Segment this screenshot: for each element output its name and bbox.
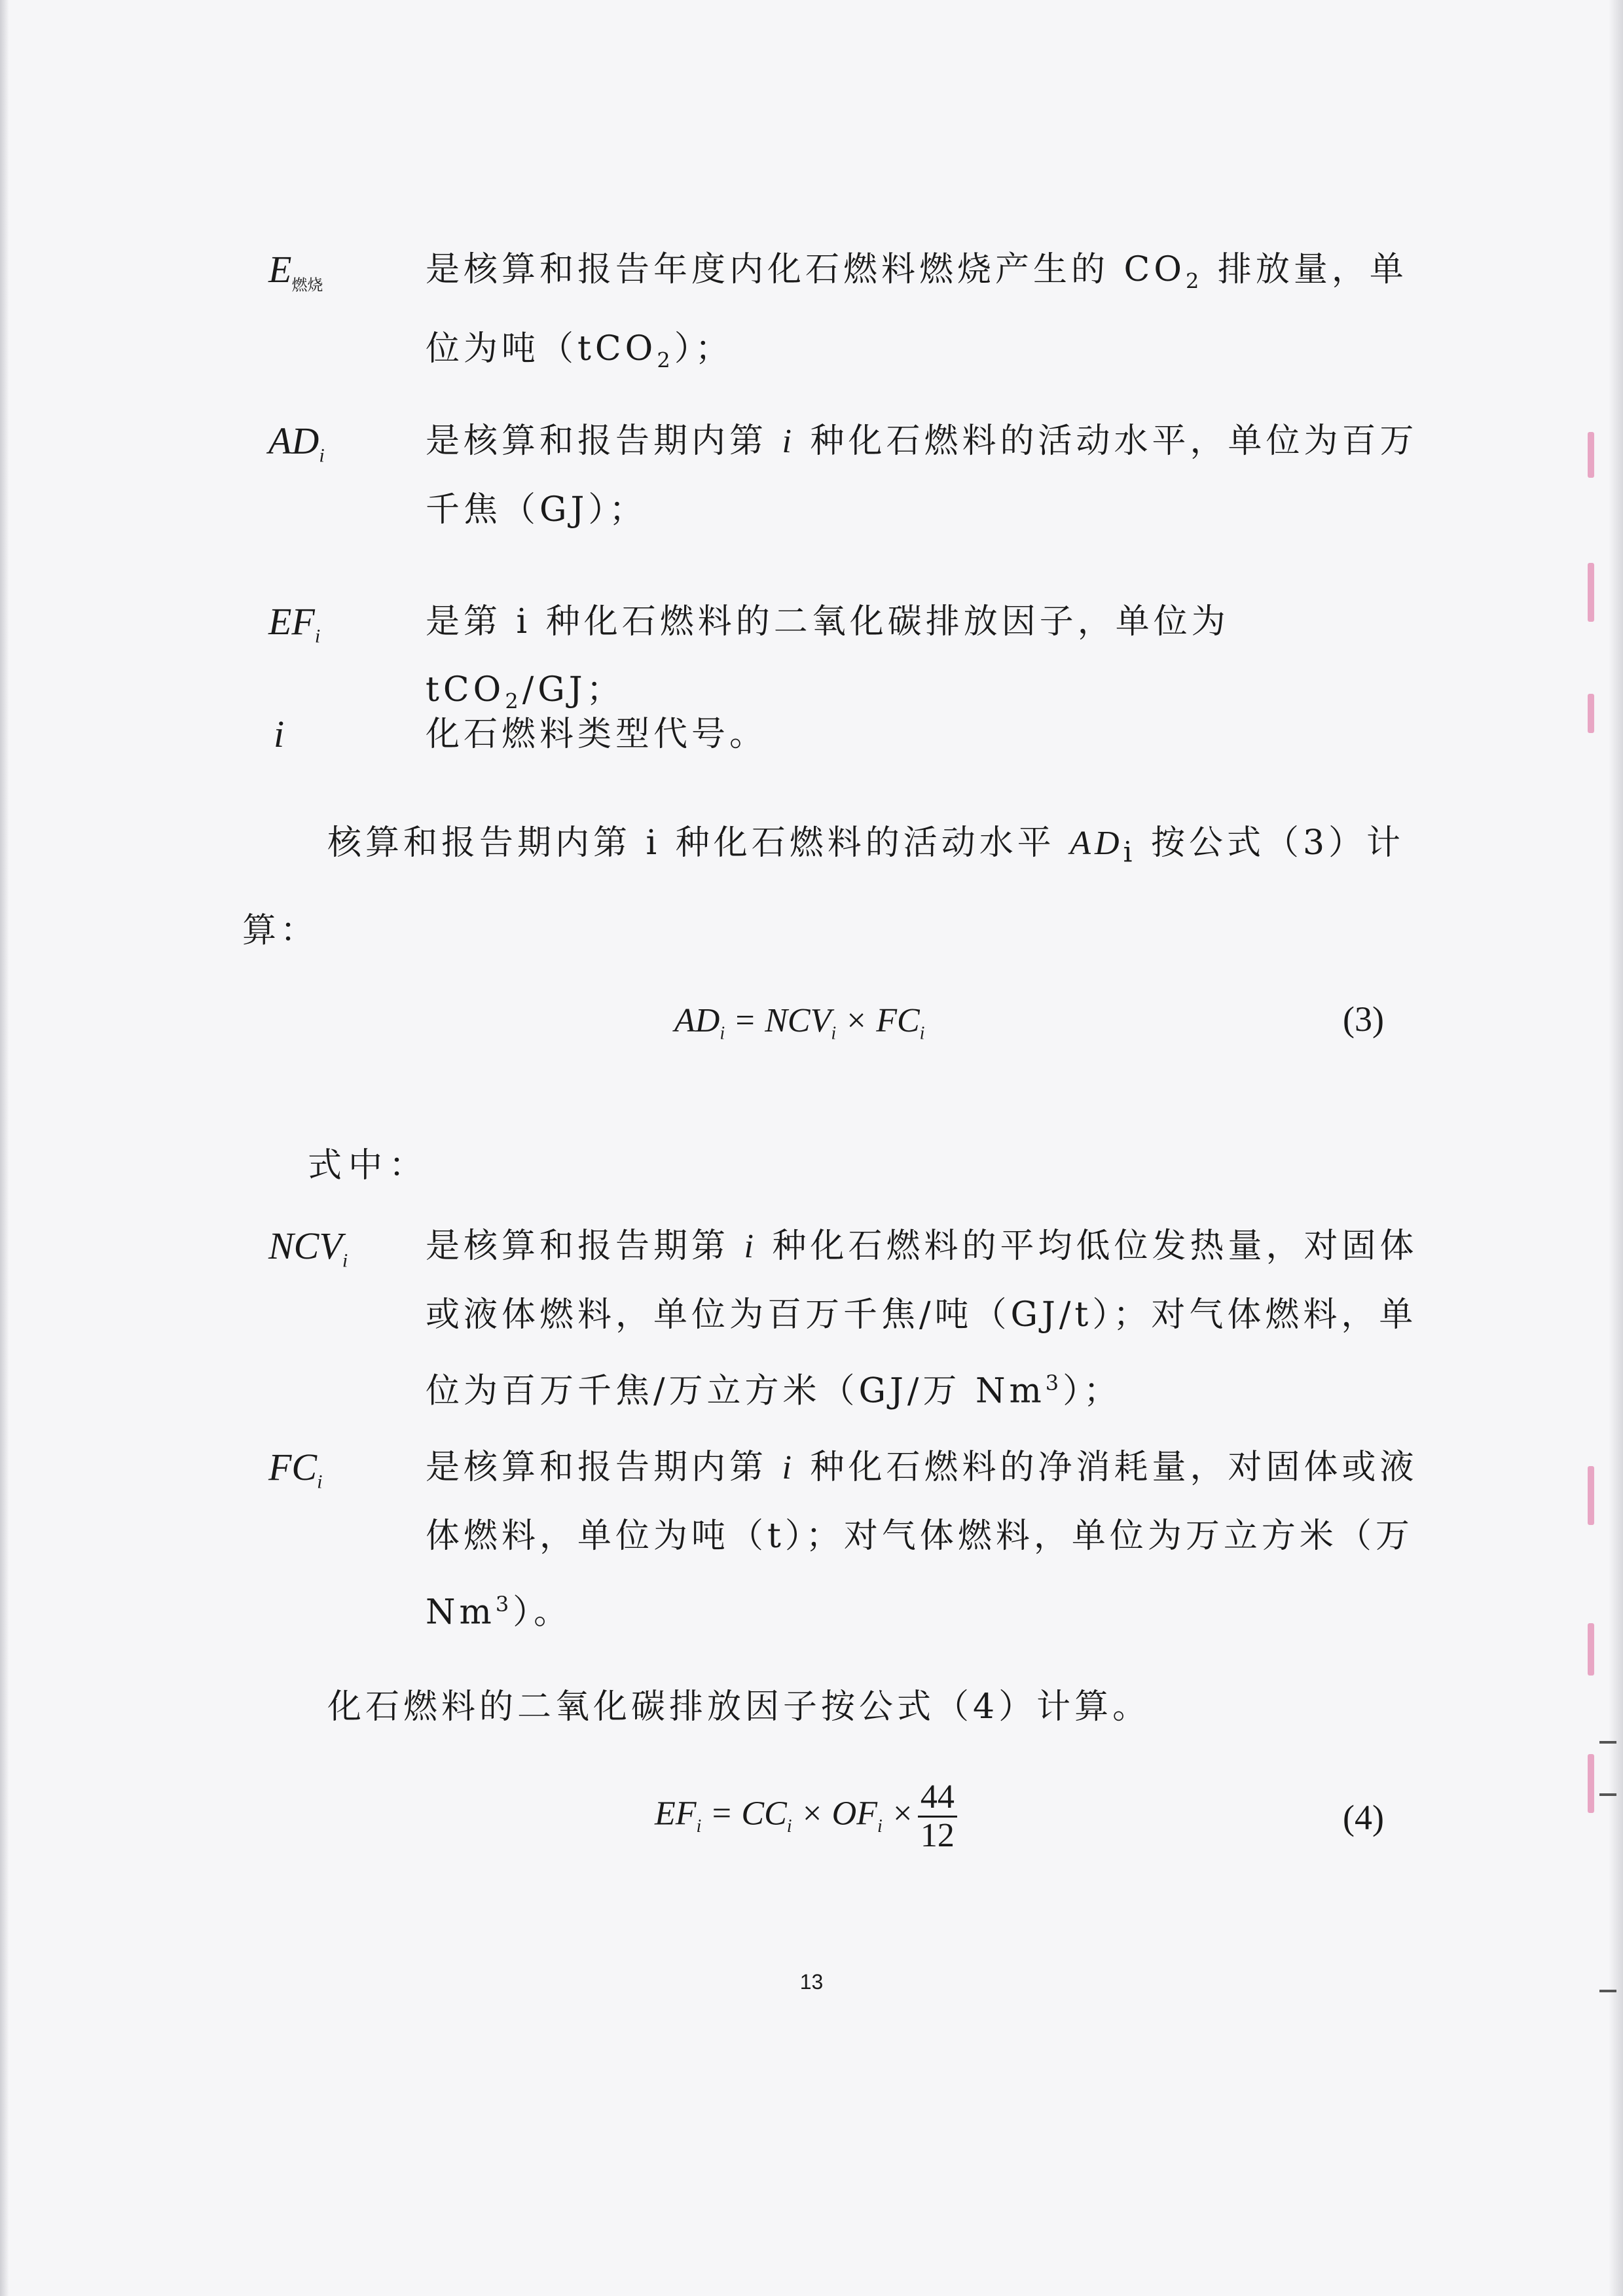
where-label: 式中： (308, 1146, 430, 1185)
definition-text: 是核算和报告年度内化石燃料燃烧产生的 $CO_2$ 排放量，单位为吨（tCO$_2$）； (426, 250, 1408, 373)
definition-text: 是核算和报告期第 i 种化石燃料的平均低位发热量，对固体或液体燃料，单位为百万千焦/吨（GJ/t）；对气体燃料，单位为百万千焦/万立方米（GJ/万 Nm$^3$）； (426, 1227, 1418, 1411)
ruler-tick (1599, 1741, 1616, 1744)
scan-mark (1588, 694, 1594, 733)
paragraph-emission-factor: 化石燃料的二氧化碳排放因子按公式（4）计算。 (327, 1687, 1151, 1727)
symbol: i (274, 713, 285, 755)
formula-3: $AD_i = NCV_i \times FC_i$ (674, 1002, 925, 1044)
scan-mark (1588, 1466, 1594, 1525)
scan-edge-right (1609, 0, 1623, 2296)
formula-4: $EF_i = CC_i \times OF_i$ × $\frac{44}{12}$ (655, 1779, 957, 1854)
symbol: $FC_i$ (268, 1446, 323, 1493)
equation-number-4: (4) (1343, 1798, 1384, 1837)
equation-number-3: (3) (1343, 999, 1384, 1039)
scan-mark (1588, 1754, 1594, 1813)
definition-text: 是核算和报告期内第 i 种化石燃料的活动水平，单位为百万千焦（GJ）； (426, 422, 1418, 529)
paragraph-activity-level: 核算和报告期内第 i 种化石燃料的活动水平 $AD_i$ 按公式（3）计算： (242, 823, 1405, 951)
fraction: $\frac{44}{12}$ (918, 1779, 957, 1854)
scan-edge-left (0, 0, 9, 2296)
symbol: $EF_i$ (268, 600, 321, 647)
ruler-tick (1599, 1793, 1616, 1796)
definition-text: 化石燃料类型代号。 (426, 715, 768, 754)
page-number: 13 (799, 1970, 824, 1994)
scan-mark (1588, 1623, 1594, 1676)
symbol: $E_{燃烧}$ (268, 248, 323, 295)
definition-text: 是核算和报告期内第 i 种化石燃料的净消耗量，对固体或液体燃料，单位为吨（t）；对气体燃料，单位为万立方米（万Nm$^3$）。 (426, 1448, 1418, 1632)
definition-text: 是第 i 种化石燃料的二氧化碳排放因子，单位为 tCO$_2$/GJ； (426, 602, 1230, 714)
symbol: $AD_i$ (268, 420, 325, 467)
scan-color-marks (1588, 393, 1603, 1964)
symbol: $NCV_i$ (268, 1225, 348, 1272)
scan-mark (1588, 432, 1594, 478)
scan-mark (1588, 563, 1594, 622)
